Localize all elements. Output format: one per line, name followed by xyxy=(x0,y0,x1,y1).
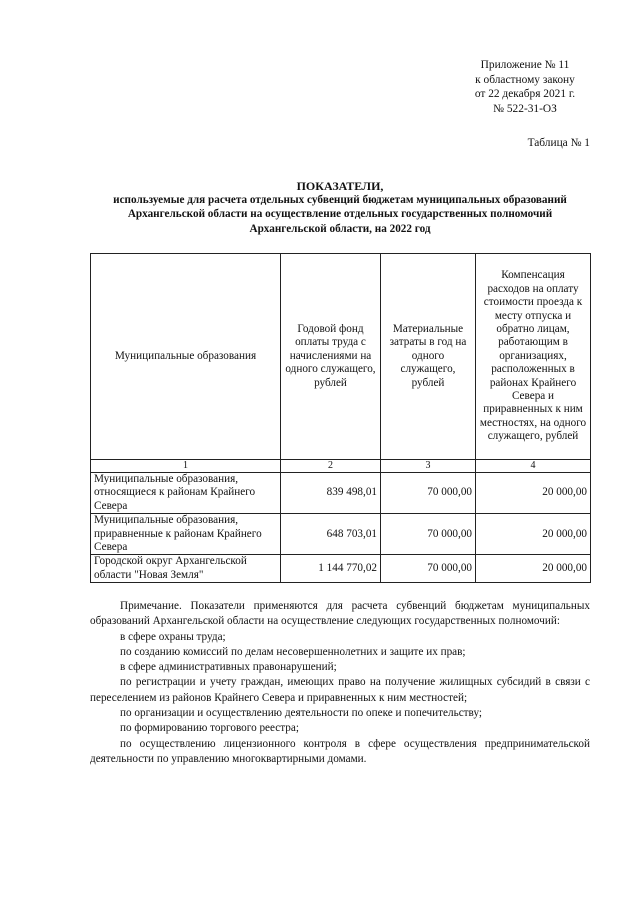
heading-subtitle: используемые для расчета отдельных субвенций бюджетам муниципальных образований Архангельской области на осуществление отдельных государственных полномочий Архангельской области, на 2022 год xyxy=(113,194,567,235)
note-block xyxy=(90,599,590,767)
header-payroll: Годовой фонд оплаты труда с начислениями на одного служащего, рублей xyxy=(281,254,381,460)
column-number: 3 xyxy=(381,460,476,473)
row-payroll: 839 498,01 xyxy=(281,473,381,514)
document-heading xyxy=(90,179,590,236)
row-municipality-name: Муниципальные образования, относящиеся к районам Крайнего Севера xyxy=(91,473,281,514)
header-travel-compensation: Компенсация расходов на оплату стоимости проезда к месту отпуска и обратно лицам, работающим в организациях, расположенных в районах Крайнего Севера и приравненных к ним местностях, на одного служащего, рублей xyxy=(476,254,591,460)
header-material-costs: Материальные затраты в год на одного служащего, рублей xyxy=(381,254,476,460)
column-number: 1 xyxy=(91,460,281,473)
note-item: по осуществлению лицензионного контроля в сфере осуществления предпринимательской деятельности по управлению многоквартирными домами. xyxy=(90,737,590,765)
note-item: по созданию комиссий по делам несовершеннолетних и защите их прав; xyxy=(120,645,466,658)
table-number: Таблица № 1 xyxy=(527,137,590,149)
appendix-line-1: Приложение № 11 xyxy=(480,59,570,71)
indicators-table xyxy=(90,253,591,583)
row-material: 70 000,00 xyxy=(381,555,476,583)
appendix-block xyxy=(455,58,595,116)
table-row xyxy=(91,514,591,555)
row-compensation: 20 000,00 xyxy=(476,514,591,555)
column-number: 2 xyxy=(281,460,381,473)
row-payroll: 648 703,01 xyxy=(281,514,381,555)
row-municipality-name: Городской округ Архангельской области "Новая Земля" xyxy=(91,555,281,583)
note-intro: Примечание. Показатели применяются для расчета субвенций бюджетам муниципальных образований Архангельской области на осуществление следующих государственных полномочий: xyxy=(90,600,590,628)
note-item: по регистрации и учету граждан, имеющих право на получение жилищных субсидий в связи с переселением из районов Крайнего Севера и приравненных к ним местностей; xyxy=(90,676,590,704)
note-item: по организации и осуществлению деятельности по опеке и попечительству; xyxy=(120,707,483,720)
row-payroll: 1 144 770,02 xyxy=(281,555,381,583)
note-item: в сфере охраны труда; xyxy=(120,630,226,643)
column-number-row xyxy=(91,460,591,473)
table-row xyxy=(91,555,591,583)
row-material: 70 000,00 xyxy=(381,514,476,555)
note-item: в сфере административных правонарушений; xyxy=(120,661,337,674)
table-row xyxy=(91,473,591,514)
appendix-line-4: № 522-31-ОЗ xyxy=(493,102,557,115)
appendix-line-2: к областному закону xyxy=(475,73,575,86)
column-number: 4 xyxy=(476,460,591,473)
note-item: по формированию торгового реестра; xyxy=(120,722,299,735)
table-header-row xyxy=(91,254,591,460)
heading-title: ПОКАЗАТЕЛИ, xyxy=(296,179,384,193)
row-compensation: 20 000,00 xyxy=(476,473,591,514)
row-municipality-name: Муниципальные образования, приравненные к районам Крайнего Севера xyxy=(91,514,281,555)
row-compensation: 20 000,00 xyxy=(476,555,591,583)
row-material: 70 000,00 xyxy=(381,473,476,514)
header-municipalities: Муниципальные образования xyxy=(91,254,281,460)
appendix-line-3: от 22 декабря 2021 г. xyxy=(474,88,576,101)
